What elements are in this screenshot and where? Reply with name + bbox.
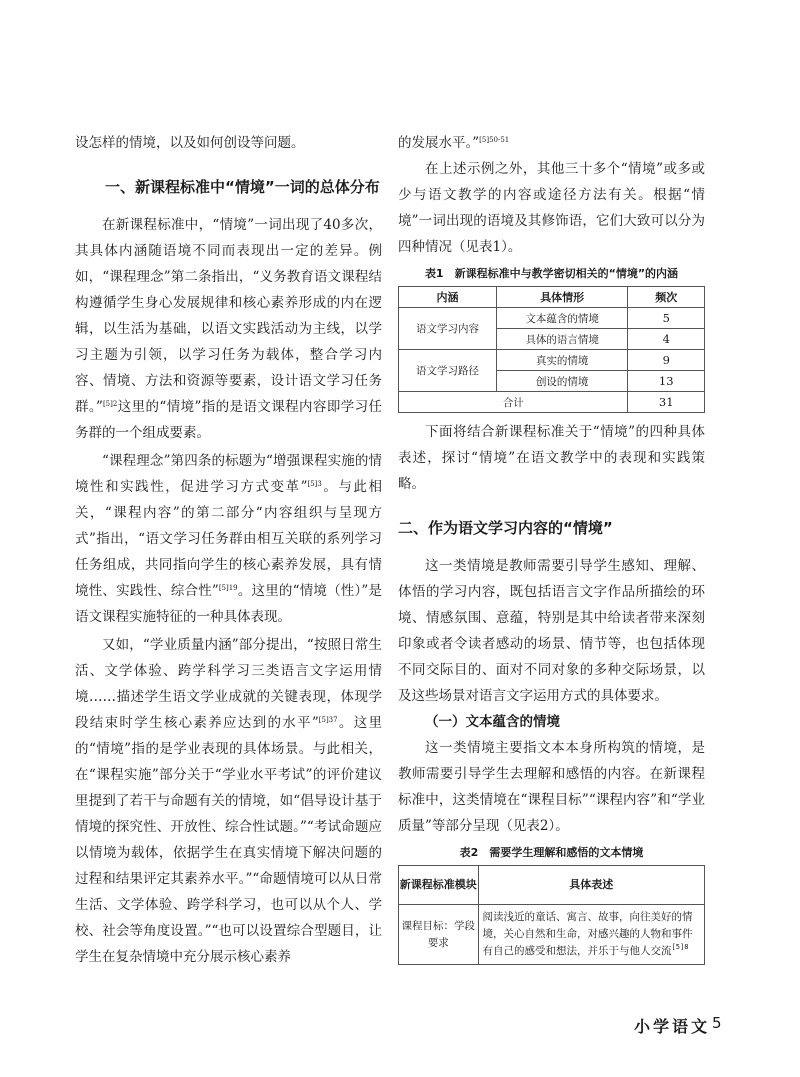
paragraph: 这一类情境主要指文本本身所构筑的情境，是教师需要引导学生去理解和感悟的内容。在新课程标准中，这类情境在“课程目标”“课程内容”和“学业质量”等部分呈现（见表2）。 [398,740,705,834]
paragraph [75,632,382,970]
table-1 [398,286,705,413]
table-total-label: 合计 [399,392,628,413]
table-cell [478,905,704,965]
text: “课程理念”第四条的标题为“增强课程实施的情境性和实践性，促进学习方式变革” [75,453,382,495]
text: 。这里的“情境”指的是学业表现的具体场景。与此相关，在“课程实施”部分关于“学业水平考试”的评价建议里提到了若干与命题有关的情境，如“倡导设计基于情境的探究性、开放性、综合性试题。”“考试命题应以情境为载体，依据学生在真实情境下解决问题的过程和结果评定其素养水平。”“命题情境可以从日常生活、文学体验、跨学科学习，也可以从个人、学校、社会等角度设置。”“也可以设置综合型题目，让学生在复杂情境中充分展示核心素养 [75,715,383,965]
subsection-heading: （一）文本蕴含的情境 [425,714,560,730]
citation: [5]8 [671,943,689,951]
table-cell: 文本蕴含的情境 [496,308,628,329]
paragraph: 这一类情境是教师需要引导学生感知、理解、体悟的学习内容，既包括语言文字作品所描绘的环境、情感氛围、意蕴，特别是其中给读者带来深刻印象或者令读者感动的场景、情节等，也包括体现不同交际目的、面对不同对象的多种交际场景，以及这些场景对语言文字运用方式的具体要求。 [398,558,705,704]
section-heading-1: 一、新课程标准中“情境”一词的总体分布 [105,178,380,196]
table-header: 具体表述 [478,866,704,905]
citation: [5]3 [307,480,322,488]
table-group-cell: 语文学习内容 [399,308,497,350]
table-header: 新课程标准模块 [399,866,479,905]
table-cell: 课程目标：学段要求 [399,905,479,965]
table-cell: 具体的语言情境 [496,329,628,350]
section-heading-2: 二、作为语文学习内容的“情境” [398,519,613,537]
paragraph [398,130,705,156]
citation: [5]50-51 [479,136,510,144]
citation: [5]2 [102,400,118,408]
left-column [75,130,382,970]
text: 在新课程标准中，“情境”一词出现了40多次，其具体内涵随语境不同而表现出一定的差异。例如，“课程理念”第二条指出，“义务教育语文课程结构遵循学生身心发展规律和核心素养形成的内在逻辑，以生活为基础，以语文实践活动为主线，以学习主题为引领，以学习任务为载体，整合学习内容、情境、方法和资源等要素，设计语文学习任务群。” [75,217,382,415]
table-2 [398,865,705,965]
table-cell: 真实的情境 [496,350,628,371]
table-cell: 9 [628,350,705,371]
text: 这里的“情境”指的是语文课程内容即学习任务群的一个组成要素。 [75,399,383,441]
paragraph: 在上述示例之外，其他三十多个“情境”或多或少与语文教学的内容或途径方法有关。根据“情境”一词出现的语境及其修饰语，它们大致可以分为四种情况（见表1）。 [398,161,705,255]
text: 。与此相关，“课程内容”的第二部分“内容组织与呈现方式”指出，“语文学习任务群由相互关联的系列学习任务组成，共同指向学生的核心素养发展，具有情境性、实践性、综合性” [75,479,382,599]
table-total-value: 31 [628,392,705,413]
paragraph [75,448,382,630]
table-header-row [399,866,705,905]
table-group-cell: 语文学习路径 [399,350,497,392]
table-header-row [399,287,705,308]
paragraph: 设怎样的情境，以及如何创设等问题。 [75,135,305,151]
text: 又如，“学业质量内涵”部分提出，“按照日常生活、文学体验、跨学科学习三类语言文字运用情境……描述学生语文学业成就的关键表现，体现学段结束时学生核心素养应达到的水平” [75,637,382,731]
table-caption: 表2 需要学生理解和感悟的文本情境 [459,846,644,859]
text: 阅读浅近的童话、寓言、故事，向往美好的情境，关心自然和生命，对感兴趣的人物和事件有自己的感受和想法，并乐于与他人交流 [482,911,693,957]
table-cell: 4 [628,329,705,350]
table-caption: 表1 新课程标准中与教学密切相关的“情境”的内涵 [424,267,679,280]
table-cell: 5 [628,308,705,329]
paragraph: 下面将结合新课程标准关于“情境”的四种具体表述，探讨“情境”在语文教学中的表现和实践策略。 [398,424,705,492]
table-header: 内涵 [399,287,497,308]
right-column [398,130,705,965]
citation: [5]19 [218,584,238,592]
table-cell: 创设的情境 [496,371,628,392]
citation: [5]37 [318,716,338,724]
table-header: 频次 [628,287,705,308]
table-row [399,308,705,329]
text: 的发展水平。” [398,135,480,151]
table-row [399,350,705,371]
paragraph [75,212,382,446]
journal-title: 小学语文 [634,1017,711,1036]
table-row [399,905,705,965]
text: 。这里的“情境（性）”是语文课程实施特征的一种具体表现。 [75,583,382,625]
page-number: 5 [712,1014,722,1032]
table-header: 具体情形 [496,287,628,308]
table-total-row [399,392,705,413]
table-cell: 13 [628,371,705,392]
